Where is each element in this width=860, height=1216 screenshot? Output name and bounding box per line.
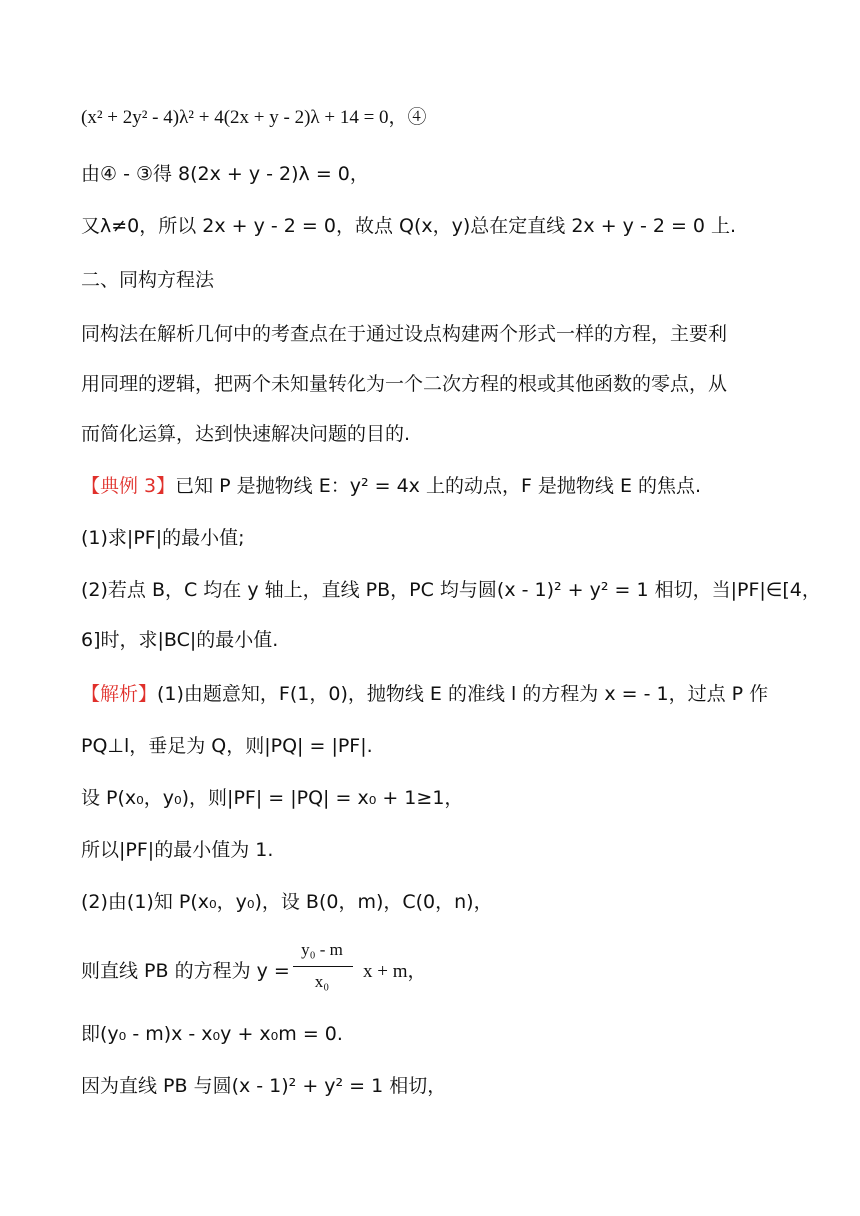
pb-equation-numerator: y₀ - m — [301, 940, 343, 959]
solution-text-1: (1)由题意知，F(1，0)，抛物线 E 的准线 l 的方程为 x = - 1，过点 P 作 — [157, 683, 769, 705]
fraction-bar — [293, 966, 353, 967]
pb-equation — [81, 940, 781, 1000]
example-statement — [81, 472, 781, 500]
fixed-line-conclusion: 又λ≠0，所以 2x + y - 2 = 0，故点 Q(x，y)总在定直线 2x + y - 2 = 0 上. — [81, 215, 737, 237]
solution-line-2: PQ⊥l，垂足为 Q，则|PQ| = |PF|. — [81, 735, 373, 757]
pb-equation-suffix: x + m， — [363, 961, 427, 982]
equation-line-4: (x² + 2y² - 4)λ² + 4(2x + y - 2)λ + 14 = 0，④ — [81, 107, 427, 128]
question-1: (1)求|PF|的最小值; — [81, 527, 245, 549]
method-paragraph-line-1: 同构法在解析几何中的考查点在于通过设点构建两个形式一样的方程，主要利 — [81, 323, 728, 345]
question-2-line-2: 6]时，求|BC|的最小值. — [81, 629, 279, 651]
solution-line-4: 所以|PF|的最小值为 1. — [81, 839, 274, 861]
solution-part-2-line-1: (2)由(1)知 P(x₀，y₀)，设 B(0，m)，C(0，n)， — [81, 891, 493, 913]
pb-equation-denominator: x₀ — [314, 972, 330, 991]
solution-tag: 【解析】 — [81, 683, 158, 705]
pb-general-form: 即(y₀ - m)x - x₀y + x₀m = 0. — [81, 1023, 343, 1045]
example-text: 已知 P 是抛物线 E：y² = 4x 上的动点，F 是抛物线 E 的焦点. — [175, 475, 702, 497]
method-paragraph-line-3: 而简化运算，达到快速解决问题的目的. — [81, 423, 411, 445]
tangent-condition: 因为直线 PB 与圆(x - 1)² + y² = 1 相切， — [81, 1075, 447, 1097]
question-2-line-1: (2)若点 B，C 均在 y 轴上，直线 PB，PC 均与圆(x - 1)² + y² = 1 相切，当|PF|∈[4， — [81, 579, 821, 601]
subtract-equations-line: 由④ - ③得 8(2x + y - 2)λ = 0， — [81, 163, 369, 185]
section-heading: 二、同构方程法 — [81, 269, 215, 291]
solution-line-3: 设 P(x₀，y₀)，则|PF| = |PQ| = x₀ + 1≥1， — [81, 787, 464, 809]
solution-line-1 — [81, 680, 781, 708]
pb-equation-prefix: 则直线 PB 的方程为 y = — [81, 960, 290, 982]
method-paragraph-line-2: 用同理的逻辑，把两个未知量转化为一个二次方程的根或其他函数的零点，从 — [81, 373, 728, 395]
example-tag: 【典例 3】 — [81, 475, 176, 497]
